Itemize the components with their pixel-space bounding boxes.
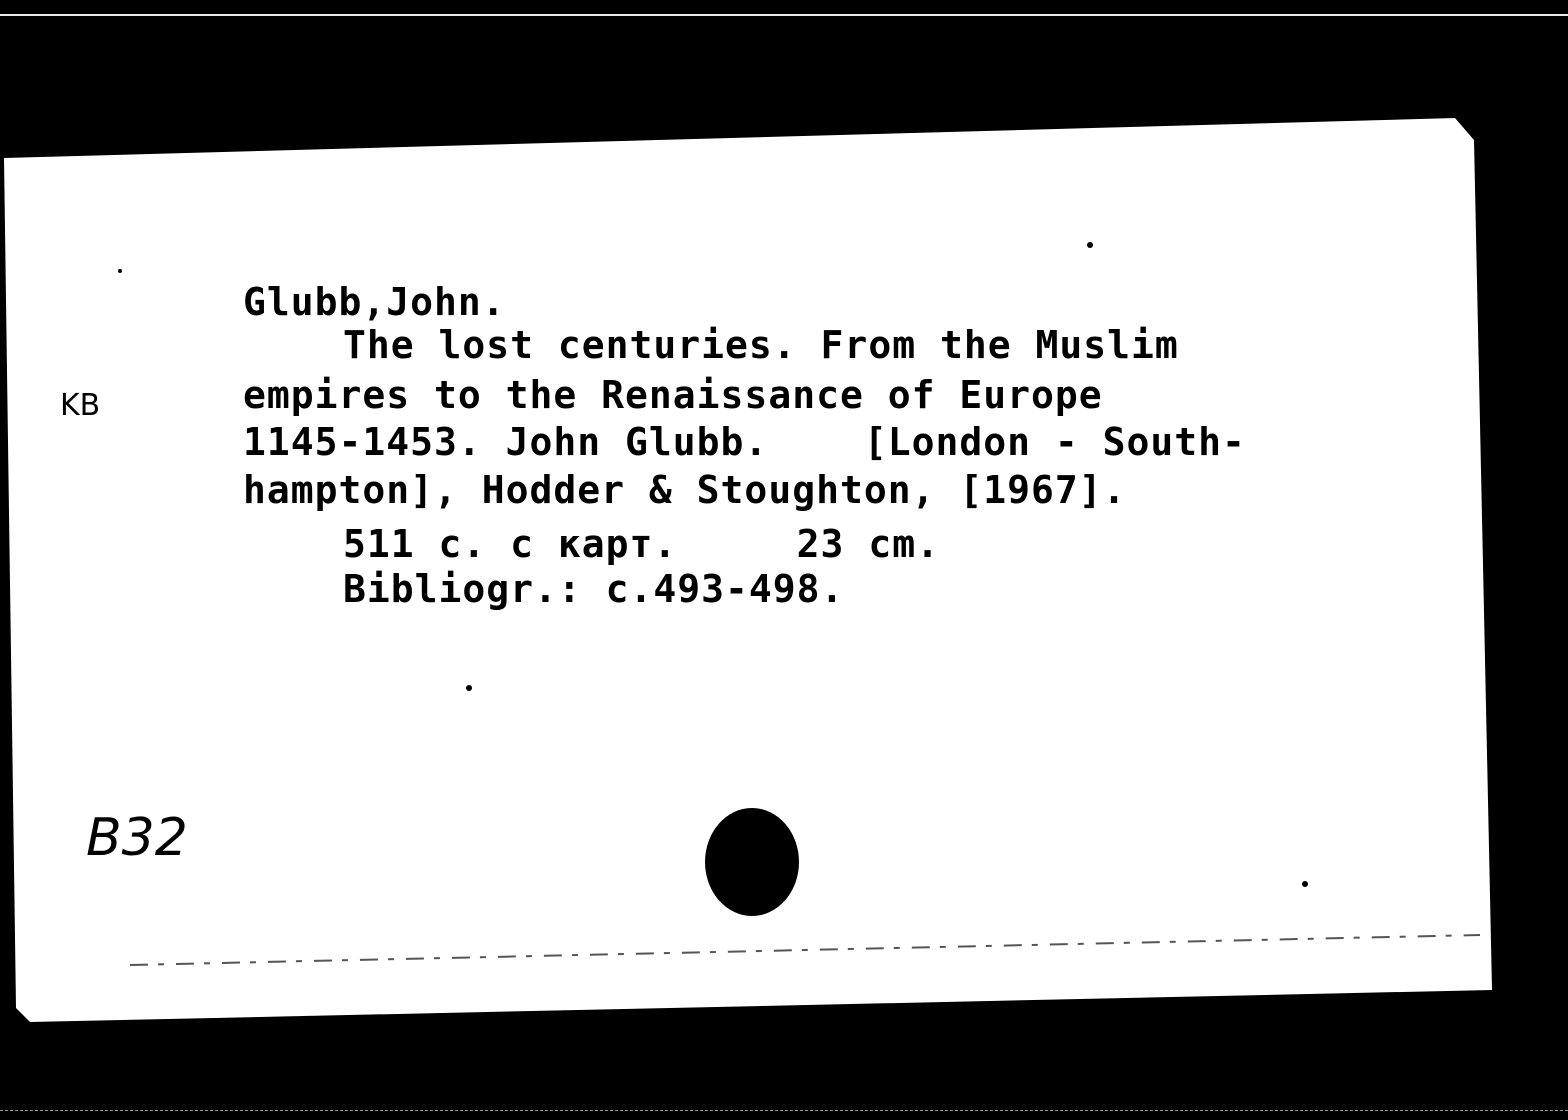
- imprint-line-2: hampton], Hodder & Stoughton, [1967].: [243, 468, 1127, 512]
- ink-speck: [1302, 881, 1308, 887]
- ink-speck: [466, 685, 472, 691]
- ink-speck: [118, 269, 122, 273]
- shelf-mark: B32: [86, 808, 188, 868]
- title-line-2: empires to the Renaissance of Europe: [243, 373, 1103, 417]
- author-heading: Glubb,John.: [243, 280, 506, 324]
- punch-hole: [705, 808, 799, 916]
- bibliography-note: Bibliogr.: c.493-498.: [343, 567, 845, 611]
- physical-description: 511 с. с карт. 23 cm.: [343, 522, 940, 566]
- imprint-line-1: 1145-1453. John Glubb. [London - South-: [243, 420, 1246, 464]
- location-mark: KB: [60, 388, 101, 423]
- title-line-1: The lost centuries. From the Muslim: [343, 323, 1179, 367]
- bottom-scan-edge: [0, 1110, 1568, 1112]
- ink-speck: [1087, 242, 1093, 248]
